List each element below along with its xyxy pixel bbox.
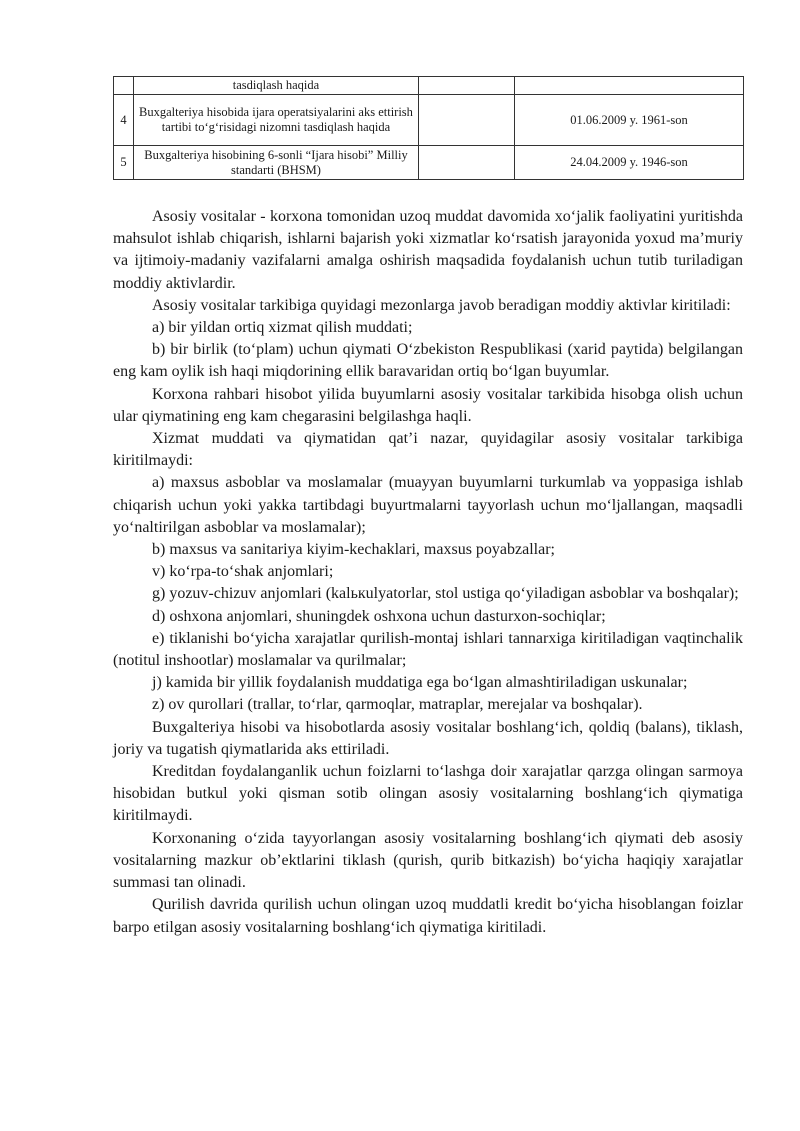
empty-cell [419,77,515,95]
list-item: b) bir birlik (to‘plam) uchun qiymati O‘zbekiston Respublikasi (xarid paytida) belgilangan eng kam oylik ish haqi miqdorining ellik baravaridan ortiq bo‘lgan buyumlar. [113,341,743,381]
table-row [114,146,744,180]
legal-acts-table [113,76,744,180]
act-date-number-cell: 24.04.2009 y. 1946-son [515,146,744,180]
paragraph: Korxonaning o‘zida tayyorlangan asosiy vositalarning boshlang‘ich qiymati deb asosiy vositalarning mazkur ob’ektlarini tiklash (qurish, qurib bitkazish) bo‘yicha haqiqiy xarajatlar summasi tan olinadi. [113,829,743,892]
body-text [113,206,743,939]
row-number-cell: 4 [114,95,134,146]
empty-cell [419,146,515,180]
act-title-cell: tasdiqlash haqida [134,77,419,95]
paragraph: Asosiy vositalar tarkibiga quyidagi mezonlarga javob beradigan moddiy aktivlar kiritiladi: [152,296,731,314]
paragraph: Korxona rahbari hisobot yilida buyumlarni asosiy vositalar tarkibida hisobga olish uchun ular qiymatining eng kam chegarasini belgilashga haqli. [113,385,743,425]
list-item: d) oshxona anjomlari, shuningdek oshxona uchun dasturxon-sochiqlar; [152,607,606,625]
list-item: j) kamida bir yillik foydalanish muddatiga ega bo‘lgan almashtiriladigan uskunalar; [152,674,688,692]
document-page [113,76,743,939]
list-item: v) ko‘rpa-to‘shak anjomlari; [152,563,334,581]
paragraph: Qurilish davrida qurilish uchun olingan uzoq muddatli kredit bo‘yicha hisoblangan foizlar barpo etilgan asosiy vositalarning boshlang‘ich qiymatiga kiritiladi. [113,896,743,936]
paragraph: Xizmat muddati va qiymatidan qat’i nazar, quyidagilar asosiy vositalar tarkibiga kiritilmaydi: [113,430,743,470]
paragraph: Kreditdan foydalanganlik uchun foizlarni to‘lashga doir xarajatlar qarzga olingan sarmoya hisobidan butkul yoki qisman sotib olingan asosiy vositalarning boshlang‘ich qiymatiga kiritilmaydi. [113,763,743,825]
act-title-cell: Buxgalteriya hisobining 6-sonli “Ijara hisobi” Milliy standarti (BHSM) [134,146,419,180]
act-title-cell: Buxgalteriya hisobida ijara operatsiyalarini aks ettirish tartibi to‘g‘risidagi nizomni tasdiqlash haqida [134,95,419,146]
list-item: g) yozuv-chizuv anjomlari (kalькulyatorlar, stol ustiga qo‘yiladigan asboblar va boshqalar); [152,585,739,603]
empty-cell [419,95,515,146]
act-date-number-cell [515,77,744,95]
list-item: e) tiklanishi bo‘yicha xarajatlar qurilish-montaj ishlari tannarxiga kiritiladigan vaqtinchalik (notitul inshootlar) moslamalar va qurilmalar; [113,629,743,670]
row-number-cell [114,77,134,95]
table-row [114,95,744,146]
list-item: a) maxsus asboblar va moslamalar (muayyan buyumlarni turkumlab va yoppasiga ishlab chiqarish uchun yoki yakka tartibdagi buyurtmalarni tayyorlash uchun mo‘ljallangan, maqsadli yo‘naltirilgan asboblar va moslamalar); [113,474,743,536]
paragraph: Buxgalteriya hisobi va hisobotlarda asosiy vositalar boshlang‘ich, qoldiq (balans), tiklash, joriy va tugatish qiymatlarida aks ettiriladi. [113,718,743,758]
list-item: b) maxsus va sanitariya kiyim-kechaklari, maxsus poyabzallar; [152,541,555,559]
list-item: z) ov qurollari (trallar, to‘rlar, qarmoqlar, matraplar, merejalar va boshqalar). [152,696,643,714]
paragraph: Asosiy vositalar - korxona tomonidan uzoq muddat davomida xo‘jalik faoliyatini yuritishda mahsulot ishlab chiqarish, ishlarni bajarish yoki xizmatlar ko‘rsatish jarayonida yoxud ma’muriy va ijtimoiy-madaniy vazifalarni amalga oshirish maqsadida foydalanish uchun tutib turiladigan moddiy aktivlardir. [113,208,743,292]
act-date-number-cell: 01.06.2009 y. 1961-son [515,95,744,146]
table-row [114,77,744,95]
row-number-cell: 5 [114,146,134,180]
list-item: a) bir yildan ortiq xizmat qilish muddati; [152,319,413,337]
